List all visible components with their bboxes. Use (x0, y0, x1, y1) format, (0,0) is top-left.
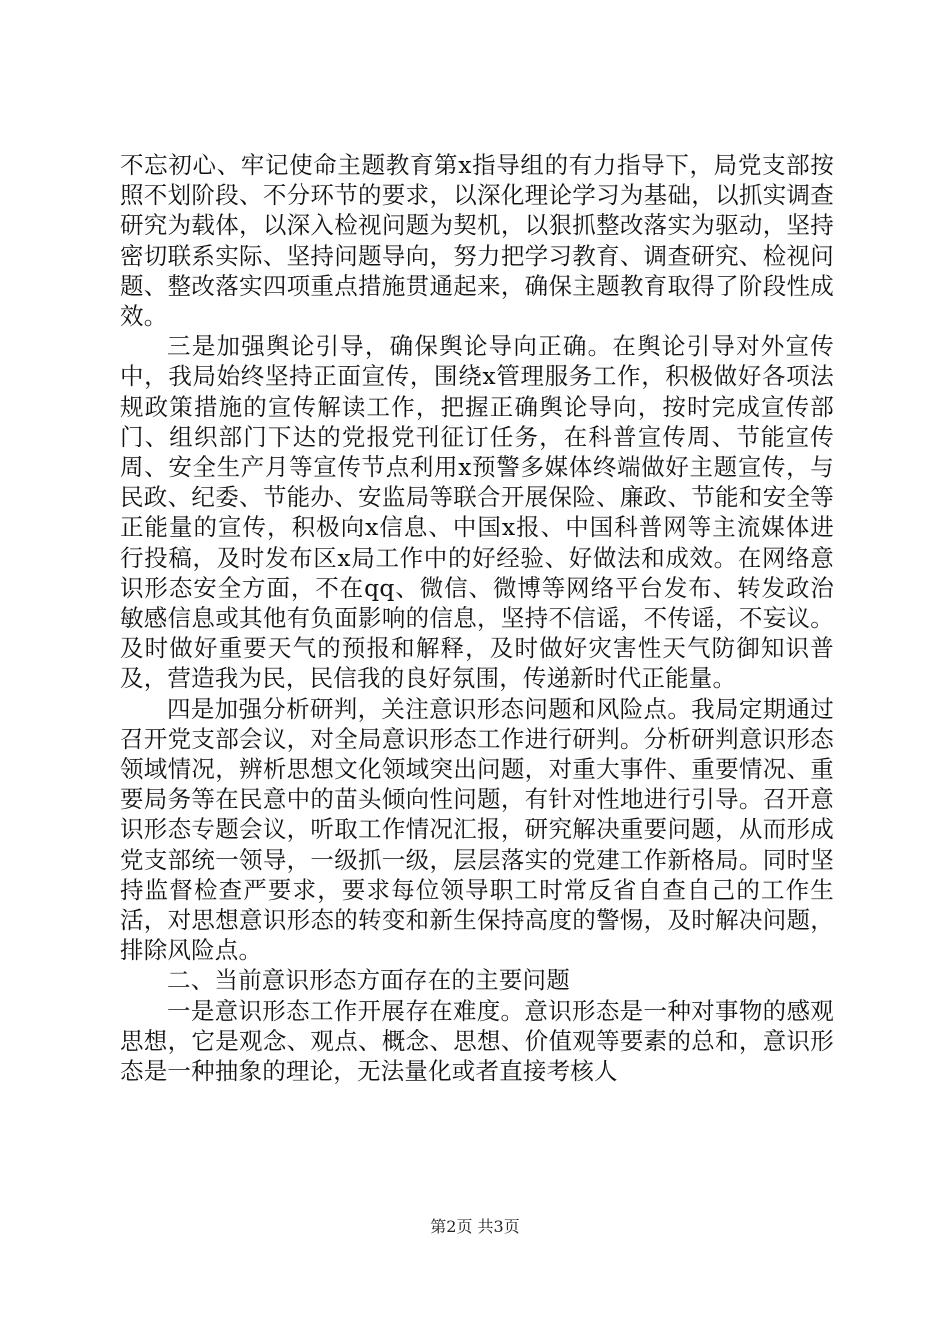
paragraph-continuation: 不忘初心、牢记使命主题教育第x指导组的有力指导下，局党支部按照不划阶段、不分环节的要求，以深化理论学习为基础，以抓实调查研究为载体，以深入检视问题为契机，以狠抓整改落实为驱动，坚持密切联系实际、坚持问题导向，努力把学习教育、调查研究、检视问题、整改落实四项重点措施贯通起来，确保主题教育取得了阶段性成效。 (120, 151, 834, 331)
page-number-footer: 第2页 共3页 (430, 1217, 520, 1236)
document-body (120, 150, 834, 1086)
paragraph-public-opinion: 三是加强舆论引导，确保舆论导向正确。在舆论引导对外宣传中，我局始终坚持正面宣传，围绕x管理服务工作，积极做好各项法规政策措施的宣传解读工作，把握正确舆论导向，按时完成宣传部门、组织部门下达的党报党刊征订任务，在科普宣传周、节能宣传周、安全生产月等宣传节点利用x预警多媒体终端做好主题宣传，与民政、纪委、节能办、安监局等联合开展保险、廉政、节能和安全等正能量的宣传，积极向x信息、中国x报、中国科普网等主流媒体进行投稿，及时发布区x局工作中的好经验、好做法和成效。在网络意识形态安全方面，不在qq、微信、微博等网络平台发布、转发政治敏感信息或其他有负面影响的信息，坚持不信谣，不传谣，不妄议。及时做好重要天气的预报和解释，及时做好灾害性天气防御知识普及，营造我为民，民信我的良好氛围，传递新时代正能量。 (120, 332, 834, 693)
paragraph-difficulty: 一是意识形态工作开展存在难度。意识形态是一种对事物的感观思想，它是观念、观点、概念、思想、价值观等要素的总和，意识形态是一种抽象的理论，无法量化或者直接考核人 (120, 996, 834, 1086)
section-heading-main-problems: 二、当前意识形态方面存在的主要问题 (167, 966, 570, 995)
paragraph-analysis-judgement: 四是加强分析研判，关注意识形态问题和风险点。我局定期通过召开党支部会议，对全局意识形态工作进行研判。分析研判意识形态领域情况，辨析思想文化领域突出问题，对重大事件、重要情况、重要局务等在民意中的苗头倾向性问题，有针对性地进行引导。召开意识形态专题会议，听取工作情况汇报，研究解决重要问题，从而形成党支部统一领导，一级抓一级，层层落实的党建工作新格局。同时坚持监督检查严要求，要求每位领导职工时常反省自查自己的工作生活，对思想意识形态的转变和新生保持高度的警惕，及时解决问题，排除风险点。 (120, 694, 834, 965)
